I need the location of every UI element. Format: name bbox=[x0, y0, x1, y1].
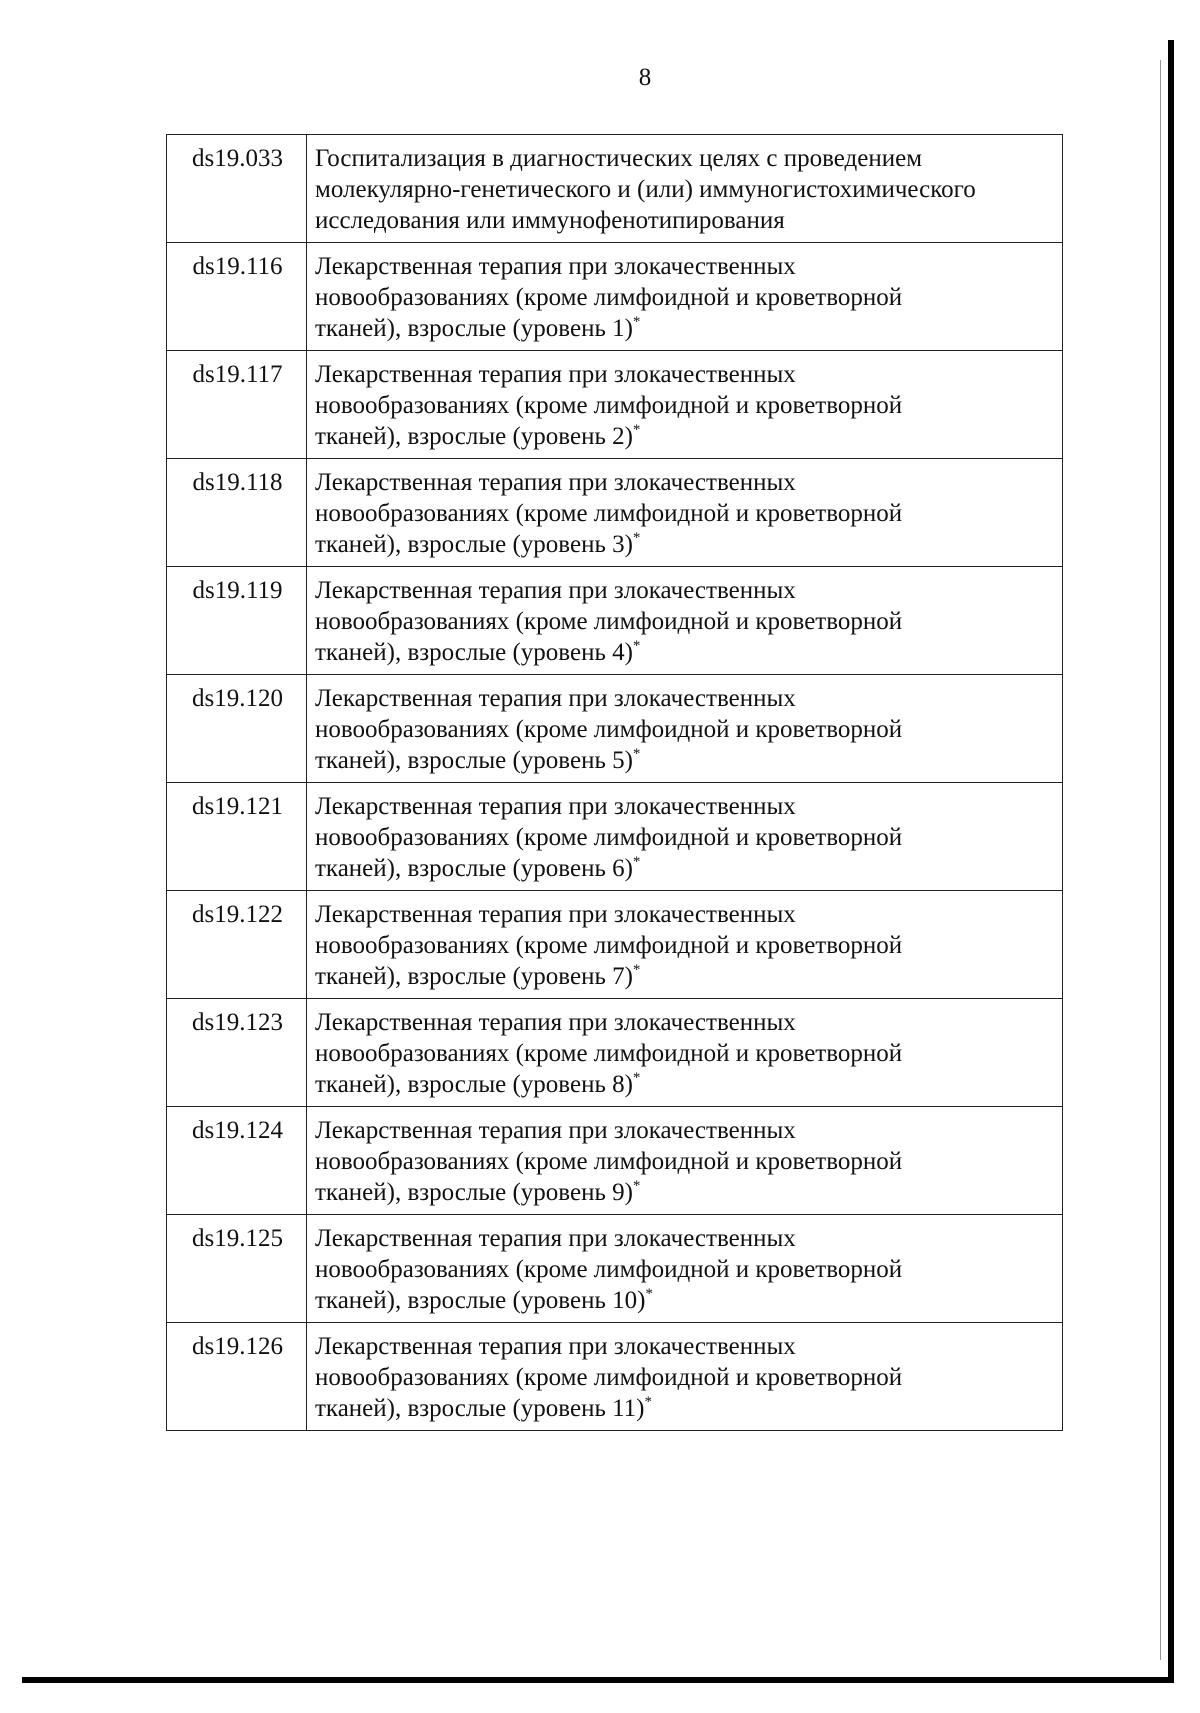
description-text: новообразованиях (кроме лимфоидной и кроветворной bbox=[315, 500, 903, 527]
footnote-mark: * bbox=[644, 1394, 652, 1410]
description-text: тканей), взрослые (уровень 5) bbox=[315, 747, 633, 774]
description-line bbox=[315, 143, 1056, 174]
description-cell bbox=[307, 1215, 1063, 1323]
code-cell: ds19.122 bbox=[167, 891, 307, 999]
description-line bbox=[315, 1331, 1056, 1362]
description-line bbox=[315, 683, 1056, 714]
description-line bbox=[315, 575, 1056, 606]
description-text: тканей), взрослые (уровень 7) bbox=[315, 963, 633, 990]
description-text: новообразованиях (кроме лимфоидной и кроветворной bbox=[315, 608, 903, 635]
description-text: новообразованиях (кроме лимфоидной и кроветворной bbox=[315, 1256, 903, 1283]
description-text: тканей), взрослые (уровень 11) bbox=[315, 1395, 645, 1422]
codes-table bbox=[166, 134, 1063, 1431]
description-cell bbox=[307, 1107, 1063, 1215]
table-row bbox=[167, 459, 1063, 567]
code-cell: ds19.033 bbox=[167, 135, 307, 243]
footnote-mark: * bbox=[632, 422, 641, 438]
description-line bbox=[315, 205, 1056, 236]
page-number: 8 bbox=[638, 64, 652, 91]
table-body bbox=[167, 135, 1063, 1431]
footnote-mark: * bbox=[632, 314, 641, 330]
code-cell: ds19.117 bbox=[167, 351, 307, 459]
description-text: Госпитализация в диагностических целях с проведением bbox=[315, 145, 923, 172]
code-cell: ds19.118 bbox=[167, 459, 307, 567]
description-text: Лекарственная терапия при злокачественных bbox=[315, 1117, 796, 1144]
table-row bbox=[167, 891, 1063, 999]
description-text: новообразованиях (кроме лимфоидной и кроветворной bbox=[315, 1148, 903, 1175]
description-text: новообразованиях (кроме лимфоидной и кроветворной bbox=[315, 284, 903, 311]
description-line bbox=[315, 1254, 1056, 1285]
table-row bbox=[167, 1107, 1063, 1215]
description-line bbox=[315, 822, 1056, 853]
table-row bbox=[167, 1323, 1063, 1431]
description-line bbox=[315, 853, 1056, 884]
description-line bbox=[315, 359, 1056, 390]
description-text: тканей), взрослые (уровень 3) bbox=[315, 531, 633, 558]
description-text: молекулярно-генетического и (или) иммуногистохимического bbox=[315, 176, 976, 203]
description-line bbox=[315, 714, 1056, 745]
table-row bbox=[167, 999, 1063, 1107]
description-cell bbox=[307, 135, 1063, 243]
table-row bbox=[167, 135, 1063, 243]
description-text: Лекарственная терапия при злокачественных bbox=[315, 577, 796, 604]
description-text: новообразованиях (кроме лимфоидной и кроветворной bbox=[315, 932, 903, 959]
table-row bbox=[167, 351, 1063, 459]
description-line bbox=[315, 745, 1056, 776]
description-text: новообразованиях (кроме лимфоидной и кроветворной bbox=[315, 716, 903, 743]
table-row bbox=[167, 243, 1063, 351]
description-line bbox=[315, 421, 1056, 452]
table-row bbox=[167, 783, 1063, 891]
footnote-mark: * bbox=[632, 1178, 641, 1194]
description-line bbox=[315, 1393, 1056, 1424]
scan-edge-bottom bbox=[22, 1677, 1174, 1683]
table-row bbox=[167, 675, 1063, 783]
description-text: новообразованиях (кроме лимфоидной и кроветворной bbox=[315, 1040, 903, 1067]
description-text: тканей), взрослые (уровень 2) bbox=[315, 423, 633, 450]
description-line bbox=[315, 1038, 1056, 1069]
description-line bbox=[315, 467, 1056, 498]
scan-edge-line bbox=[1160, 60, 1161, 1660]
description-line bbox=[315, 791, 1056, 822]
code-cell: ds19.116 bbox=[167, 243, 307, 351]
description-cell bbox=[307, 999, 1063, 1107]
description-line bbox=[315, 606, 1056, 637]
description-text: новообразованиях (кроме лимфоидной и кроветворной bbox=[315, 824, 903, 851]
description-line bbox=[315, 313, 1056, 344]
description-text: тканей), взрослые (уровень 4) bbox=[315, 639, 633, 666]
code-cell: ds19.121 bbox=[167, 783, 307, 891]
scan-edge-right bbox=[1168, 40, 1174, 1680]
description-line bbox=[315, 1177, 1056, 1208]
footnote-mark: * bbox=[632, 962, 641, 978]
code-cell: ds19.125 bbox=[167, 1215, 307, 1323]
code-cell: ds19.124 bbox=[167, 1107, 307, 1215]
description-line bbox=[315, 529, 1056, 560]
footnote-mark: * bbox=[645, 1286, 653, 1302]
description-line bbox=[315, 930, 1056, 961]
description-text: исследования или иммунофенотипирования bbox=[315, 207, 785, 234]
description-line bbox=[315, 251, 1056, 282]
description-line bbox=[315, 1223, 1056, 1254]
table-row bbox=[167, 1215, 1063, 1323]
description-text: Лекарственная терапия при злокачественных bbox=[315, 1225, 796, 1252]
code-cell: ds19.120 bbox=[167, 675, 307, 783]
code-cell: ds19.126 bbox=[167, 1323, 307, 1431]
description-cell bbox=[307, 351, 1063, 459]
description-cell bbox=[307, 891, 1063, 999]
description-line bbox=[315, 1146, 1056, 1177]
description-text: Лекарственная терапия при злокачественных bbox=[315, 253, 796, 280]
footnote-mark: * bbox=[632, 638, 641, 654]
description-text: новообразованиях (кроме лимфоидной и кроветворной bbox=[315, 1364, 903, 1391]
description-line bbox=[315, 899, 1056, 930]
description-line bbox=[315, 1362, 1056, 1393]
description-cell bbox=[307, 783, 1063, 891]
description-line bbox=[315, 637, 1056, 668]
description-text: тканей), взрослые (уровень 1) bbox=[315, 315, 633, 342]
description-text: Лекарственная терапия при злокачественных bbox=[315, 793, 796, 820]
description-text: тканей), взрослые (уровень 6) bbox=[315, 855, 633, 882]
footnote-mark: * bbox=[632, 1070, 641, 1086]
description-cell bbox=[307, 675, 1063, 783]
description-line bbox=[315, 1069, 1056, 1100]
description-text: тканей), взрослые (уровень 8) bbox=[315, 1071, 633, 1098]
table-row bbox=[167, 567, 1063, 675]
description-text: Лекарственная терапия при злокачественных bbox=[315, 901, 796, 928]
footnote-mark: * bbox=[632, 854, 641, 870]
description-line bbox=[315, 498, 1056, 529]
description-text: Лекарственная терапия при злокачественных bbox=[315, 1333, 796, 1360]
description-line bbox=[315, 1285, 1056, 1316]
code-cell: ds19.123 bbox=[167, 999, 307, 1107]
description-line bbox=[315, 1007, 1056, 1038]
footnote-mark: * bbox=[632, 746, 641, 762]
description-text: новообразованиях (кроме лимфоидной и кроветворной bbox=[315, 392, 903, 419]
description-text: тканей), взрослые (уровень 10) bbox=[315, 1287, 646, 1314]
description-line bbox=[315, 282, 1056, 313]
description-line bbox=[315, 174, 1056, 205]
description-line bbox=[315, 961, 1056, 992]
description-cell bbox=[307, 459, 1063, 567]
description-cell bbox=[307, 1323, 1063, 1431]
description-line bbox=[315, 1115, 1056, 1146]
footnote-mark: * bbox=[632, 530, 641, 546]
description-cell bbox=[307, 567, 1063, 675]
description-line bbox=[315, 390, 1056, 421]
description-text: Лекарственная терапия при злокачественных bbox=[315, 685, 796, 712]
description-text: Лекарственная терапия при злокачественных bbox=[315, 469, 796, 496]
description-cell bbox=[307, 243, 1063, 351]
description-text: Лекарственная терапия при злокачественных bbox=[315, 361, 796, 388]
description-text: Лекарственная терапия при злокачественных bbox=[315, 1009, 796, 1036]
description-text: тканей), взрослые (уровень 9) bbox=[315, 1179, 633, 1206]
code-cell: ds19.119 bbox=[167, 567, 307, 675]
